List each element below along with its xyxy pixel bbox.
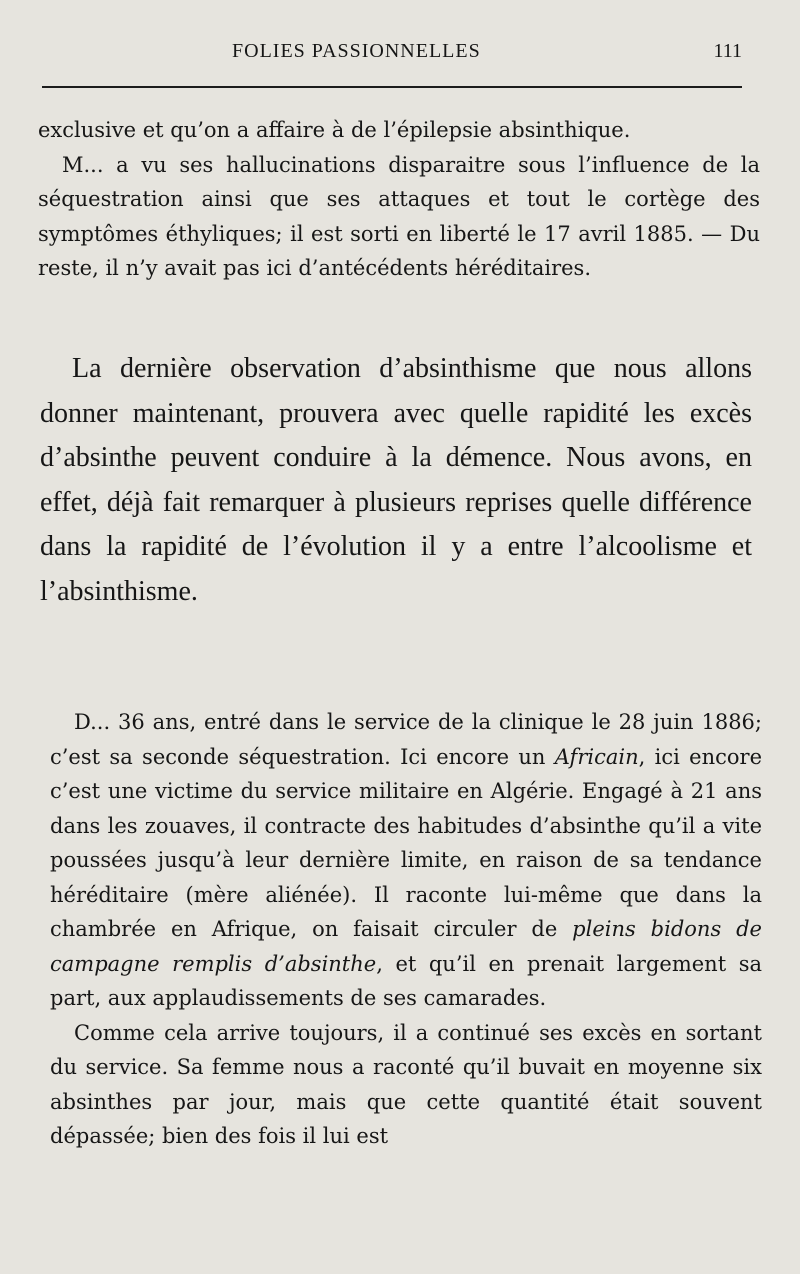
paragraph-d-observation <box>50 705 762 1016</box>
page-header <box>42 40 742 80</box>
text-run: , ici encore c’est une victime du service militaire en Algérie. Engagé à 21 ans dans les zouaves, il contracte des habitudes d’absinthe qu’il a vite poussées jusqu’à leur dernière limite, en raison de sa tendance héréditaire (mère aliénée). Il raconte lui-même que dans la chambrée en Afrique, on faisait circuler de <box>50 744 762 941</box>
text-run: , et qu’il en prenait largement sa part, aux applaudissements de ses camarades. <box>50 951 762 1010</box>
header-rule <box>42 86 742 88</box>
text-block-large <box>40 347 752 614</box>
text-run: D... 36 ans, entré dans le service de la clinique le 28 juin 1886; c’est sa seconde séquestration. Ici encore un <box>50 710 762 769</box>
paragraph-continuation: exclusive et qu’on a affaire à de l’épilepsie absinthique. <box>38 118 631 142</box>
italic-run: Africain <box>554 744 639 769</box>
italic-run: pleins bidons de campagne remplis d’absinthe <box>50 917 762 976</box>
running-title: FOLIES PASSIONNELLES <box>232 40 481 62</box>
page-number: 111 <box>713 40 742 62</box>
text-block-bottom <box>50 705 762 1154</box>
text-block-top <box>38 113 760 286</box>
paragraph-continued-excess: Comme cela arrive toujours, il a continué ses excès en sortant du service. Sa femme nous a raconté qu’il buvait en moyenne six absinthes par jour, mais que cette quantité était souvent dépassée; bien des fois il lui est <box>50 1020 762 1148</box>
paragraph-commentary: La dernière observation d’absinthisme que nous allons donner maintenant, prouvera avec quelle rapidité les excès d’absinthe peuvent conduire à la démence. Nous avons, en effet, déjà fait remarquer à plusieurs reprises quelle différence dans la rapidité de l’évolution il y a entre l’alcoolisme et l’absinthisme. <box>40 353 752 607</box>
paragraph-m-observation: M... a vu ses hallucinations disparaitre sous l’influence de la séquestration ainsi que ses attaques et tout le cortège des symptômes éthyliques; il est sorti en liberté le 17 avril 1885. — Du reste, il n’y avait pas ici d’antécédents héréditaires. <box>38 152 760 280</box>
